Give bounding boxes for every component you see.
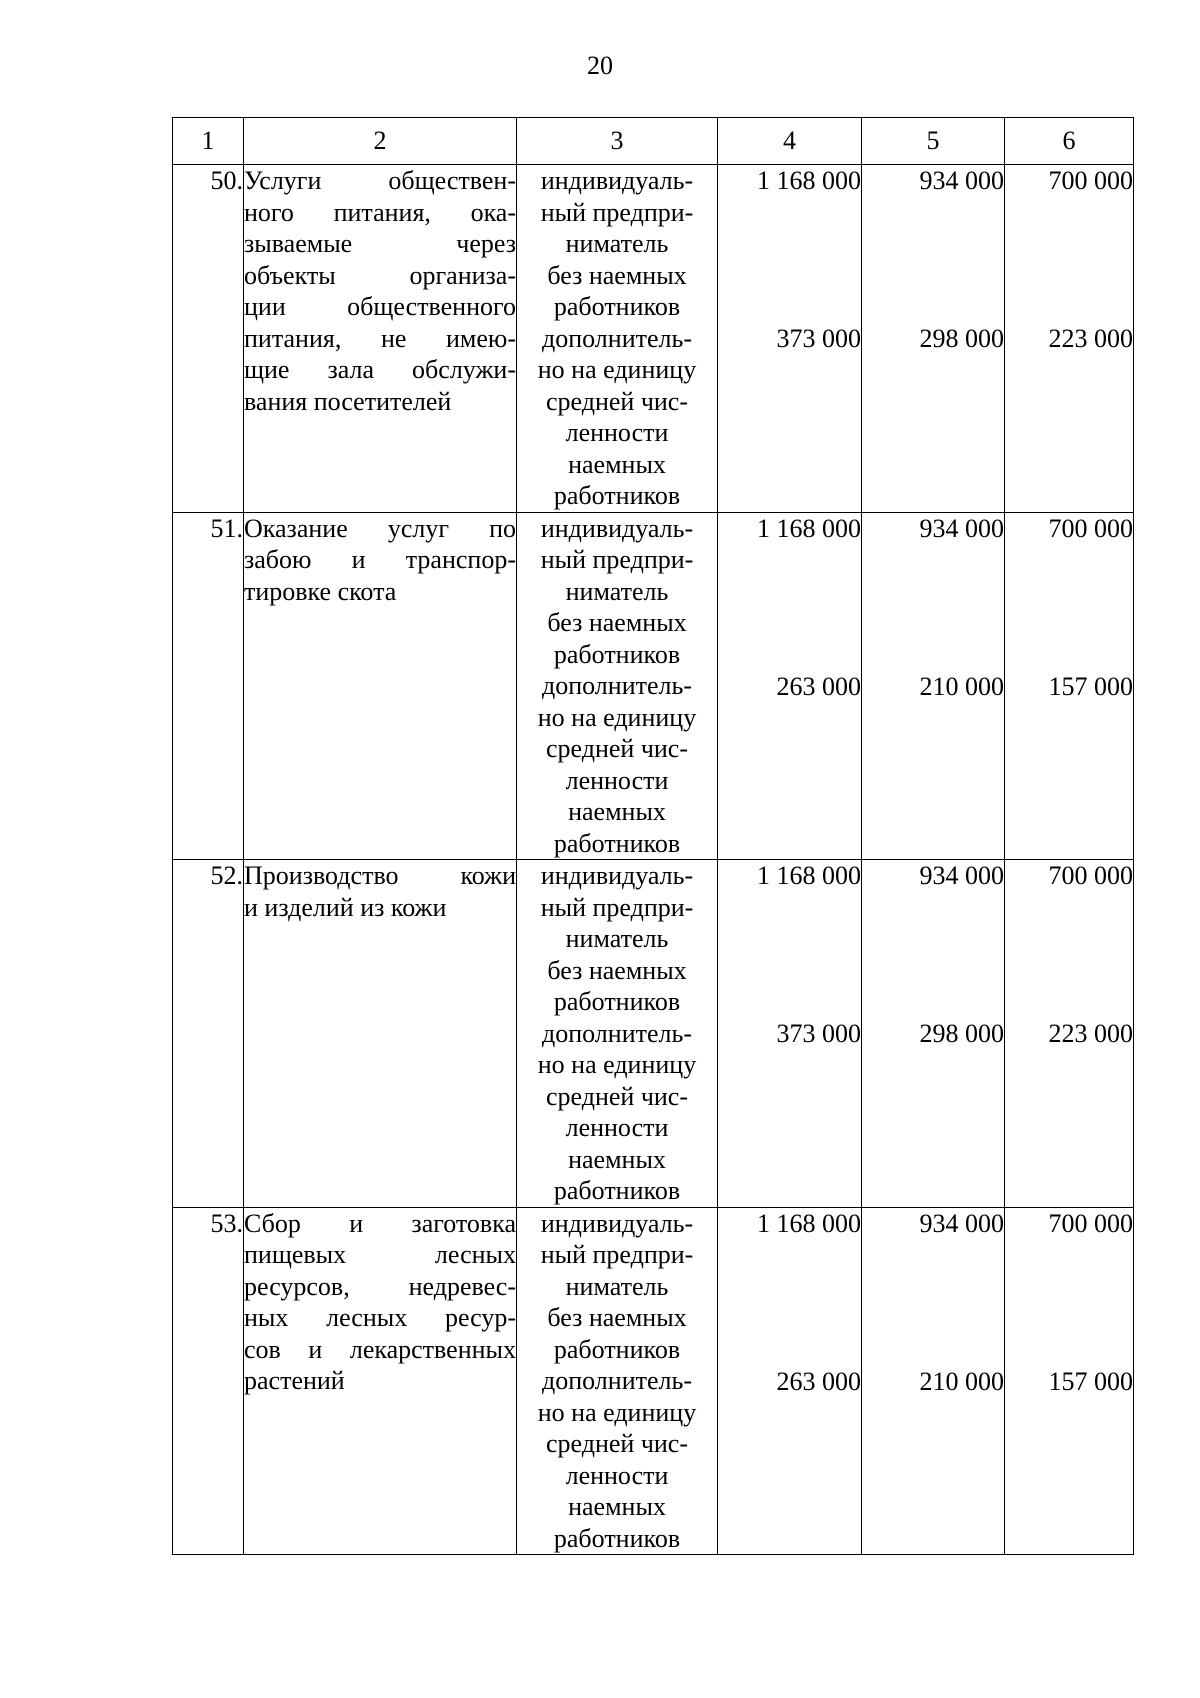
category-line: ниматель [565,924,669,953]
category-per-employee [517,1365,717,1554]
value-col-4 [718,165,862,513]
header-col-1: 1 [173,118,244,165]
activity-name-line: ции общественного [244,292,516,321]
activity-name-line: Сбор и заготовка [244,1208,516,1238]
activity-name-line: Услуги обществен- [244,166,516,195]
activity-name-line: тировке скота [244,576,397,606]
value-no-employees: 934 000 [919,1208,1004,1238]
row-number: 51. [173,512,244,860]
value-no-employees: 1 168 000 [757,513,861,543]
activity-name [244,512,517,860]
value-per-employee: 223 000 [1048,324,1133,353]
header-col-2: 2 [244,118,517,165]
category-line: ный предпри- [540,197,694,227]
value-no-employees: 700 000 [1048,861,1133,890]
category-line: ленности [565,1113,669,1142]
category-line: наемных [568,797,666,826]
row-number: 52. [173,860,244,1208]
value-per-employee: 223 000 [1048,1019,1133,1048]
category-line: работников [553,639,681,669]
activity-name-line: и изделий из кожи [244,892,447,922]
category-line: средней чис- [545,1429,689,1458]
value-col-5 [862,165,1005,513]
value-col-4 [718,512,862,860]
category-line: работников [553,1523,681,1553]
category-line: ниматель [565,1271,669,1301]
value-per-employee: 157 000 [1048,671,1133,701]
category-line: без наемных [547,608,687,637]
activity-name-line: пищевых лесных [244,1240,516,1269]
value-no-employees: 700 000 [1048,166,1133,195]
category-line: но на единицу [537,1397,697,1427]
category-line: без наемных [547,260,687,290]
rates-table [172,117,1134,1555]
category-line: но на единицу [537,702,697,732]
value-col-6 [1005,1207,1134,1555]
category-line: индивидуаль- [540,1208,694,1238]
category-line: дополнитель- [542,1018,692,1048]
value-col-4 [718,1207,862,1555]
value-col-5 [862,1207,1005,1555]
header-col-4: 4 [718,118,862,165]
value-col-5 [862,860,1005,1208]
category-line: средней чис- [545,734,689,763]
header-col-5: 5 [862,118,1005,165]
value-col-5 [862,512,1005,860]
header-col-6: 6 [1005,118,1134,165]
category-line: наемных [568,449,666,479]
category-line: без наемных [547,955,687,985]
category-line: работников [553,1334,681,1364]
table-row [173,860,1134,1208]
value-per-employee: 298 000 [919,324,1004,353]
category-line: ленности [565,1460,669,1490]
activity-name-line: Производство кожи [244,861,516,890]
category-per-employee [517,323,717,512]
category-line: дополнитель- [542,1366,692,1395]
category-line: индивидуаль- [540,861,694,890]
category-line: без наемных [547,1303,687,1332]
activity-name-line: сов и лекарственных [244,1334,516,1364]
activity-name-line: ных лесных ресур- [244,1303,516,1332]
taxpayer-category [517,512,718,860]
value-per-employee: 210 000 [919,1366,1004,1396]
value-per-employee: 263 000 [776,671,861,701]
value-col-6 [1005,860,1134,1208]
activity-name [244,1207,517,1555]
category-line: ленности [565,765,669,795]
table-row [173,1207,1134,1555]
value-no-employees: 1 168 000 [757,166,861,195]
category-line: индивидуаль- [540,166,694,195]
category-line: индивидуаль- [540,513,694,543]
category-line: работников [553,1176,681,1205]
category-line: ленности [565,418,669,447]
activity-name-line: питания, не имею- [244,323,516,353]
row-number: 53. [173,1207,244,1555]
activity-name-line: забою и транспор- [244,545,516,574]
category-line: работников [553,292,681,321]
value-no-employees: 700 000 [1048,1208,1133,1238]
value-per-employee: 210 000 [919,671,1004,701]
header-row [173,118,1134,165]
taxpayer-category [517,860,718,1208]
value-no-employees: 700 000 [1048,513,1133,543]
activity-name-line: Оказание услуг по [244,513,516,543]
value-col-4 [718,860,862,1208]
category-line: работников [553,828,681,858]
category-no-employees [517,860,717,1018]
category-line: но на единицу [537,1050,697,1079]
category-line: средней чис- [545,1081,689,1111]
page-number: 20 [587,51,613,80]
category-line: дополнитель- [542,671,692,700]
value-no-employees: 1 168 000 [757,1208,861,1238]
activity-name-line: вания посетителей [244,386,452,416]
activity-name-line: ресурсов, недревес- [244,1271,516,1301]
category-line: работников [553,481,681,510]
activity-name-line: растений [244,1366,345,1395]
category-line: средней чис- [545,386,689,416]
value-no-employees: 1 168 000 [757,861,861,890]
category-line: наемных [568,1144,666,1174]
table-row [173,512,1134,860]
activity-name [244,860,517,1208]
category-line: ниматель [565,576,669,606]
category-no-employees [517,165,717,323]
activity-name-line: зываемые через [244,229,516,258]
value-no-employees: 934 000 [919,861,1004,890]
header-col-3: 3 [517,118,718,165]
category-line: работников [553,987,681,1016]
category-line: ный предпри- [540,545,694,574]
value-col-6 [1005,512,1134,860]
value-per-employee: 373 000 [776,324,861,353]
value-per-employee: 373 000 [776,1019,861,1048]
row-number: 50. [173,165,244,513]
category-per-employee [517,1018,717,1207]
activity-name-line: ного питания, ока- [244,197,516,227]
table-row [173,165,1134,513]
category-line: наемных [568,1492,666,1521]
category-no-employees [517,513,717,671]
taxpayer-category [517,165,718,513]
category-line: дополнитель- [542,323,692,353]
value-no-employees: 934 000 [919,513,1004,543]
category-line: ный предпри- [540,1240,694,1269]
value-per-employee: 298 000 [919,1019,1004,1048]
activity-name [244,165,517,513]
value-per-employee: 157 000 [1048,1366,1133,1396]
value-no-employees: 934 000 [919,166,1004,195]
category-line: ный предпри- [540,892,694,922]
activity-name-line: щие зала обслужи- [244,355,516,384]
activity-name-line: объекты организа- [244,260,516,290]
category-no-employees [517,1208,717,1366]
category-line: но на единицу [537,355,697,384]
taxpayer-category [517,1207,718,1555]
value-per-employee: 263 000 [776,1366,861,1396]
category-per-employee [517,670,717,859]
value-col-6 [1005,165,1134,513]
category-line: ниматель [565,229,669,258]
